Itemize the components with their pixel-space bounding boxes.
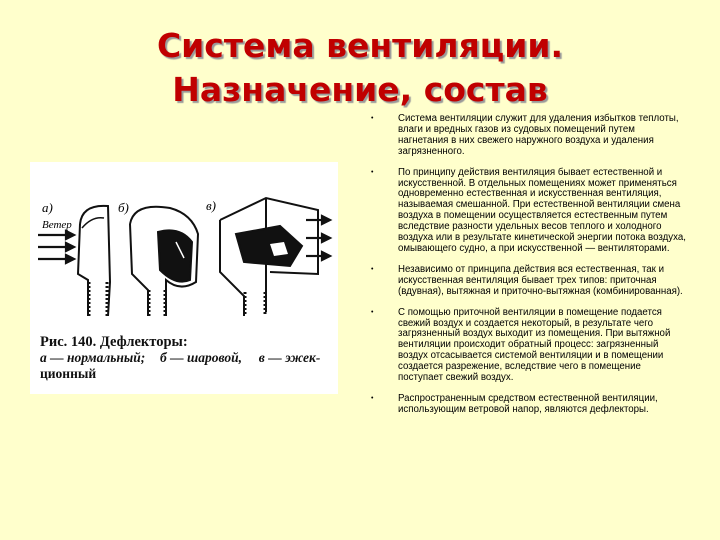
caption-line-1: Рис. 140. Дефлекторы:: [40, 334, 188, 350]
wind-label: Ветер: [42, 219, 72, 231]
label-a: а): [42, 200, 53, 215]
bullet-item: [368, 308, 688, 384]
caption-item-a: а — нормальный;: [40, 350, 146, 365]
bullet-text: Распространенным средством естественной вентиляции, использующим ветровой напор, являются дефлекторы.: [398, 392, 658, 415]
deflector-c: [220, 198, 318, 316]
bullet-text: Независимо от принципа действия вся естественная, так и искусственная вентиляция бывает трех типов: приточная (вдувная), вытяжная и приточно-вытяжная (комбинированная).: [398, 263, 683, 297]
bullet-marker: •: [371, 115, 374, 122]
bullet-item: [368, 265, 688, 298]
bullet-text: С помощью приточной вентиляции в помещение подается свежий воздух и создается некоторый, в результате чего загрязненный воздух выходит из помещения. При вытяжной вентиляции происходит обратный процесс: загрязненный воздух отсасывается системой вентиляции и в помещении создается разрежение, вследствие чего в помещение поступает свежий воздух.: [398, 306, 671, 384]
bullet-text: Система вентиляции служит для удаления избытков теплоты, влаги и вредных газов из судовых помещений путем нагнетания в них свежего наружного воздуха и удаления загрязненного.: [398, 113, 679, 157]
figure-caption: [40, 334, 338, 382]
wind-arrows-left: [38, 231, 74, 263]
bullet-marker: •: [371, 308, 374, 316]
label-c: в): [206, 198, 216, 213]
bullet-item: [368, 114, 688, 158]
deflector-a: [78, 206, 110, 316]
bullet-list: [368, 114, 688, 419]
title-line-1: Система вентиляции.: [156, 26, 564, 65]
slide-title: [130, 24, 590, 112]
caption-item-c: в — эжек-: [258, 350, 321, 365]
bullet-marker: •: [371, 394, 374, 402]
caption-item-b: б — шаровой,: [160, 350, 243, 365]
deflectors-figure: [30, 162, 338, 394]
title-line-2: Назначение, состав: [172, 70, 548, 109]
bullet-item: [368, 168, 688, 255]
caption-line-2: [40, 350, 338, 366]
bullet-marker: •: [371, 265, 374, 273]
label-b: б): [118, 200, 129, 215]
caption-line-3: ционный: [40, 366, 97, 381]
bullet-item: [368, 394, 688, 416]
bullet-marker: •: [371, 168, 374, 176]
deflector-b: [130, 207, 198, 316]
deflectors-drawing: [30, 162, 338, 332]
bullet-text: По принципу действия вентиляция бывает естественной и искусственной. В отдельных помещениях может применяться одновременно естественная и искусственная вентиляция, называемая смешанной. При естественной вентиляции смена воздуха в помещении осуществляется естественным путем вследствие разности удельных весов теплого и холодного воздуха или в результате кинетической энергии потока воздуха, омывающего судно, а при искусственной — вентиляторами.: [398, 166, 686, 254]
